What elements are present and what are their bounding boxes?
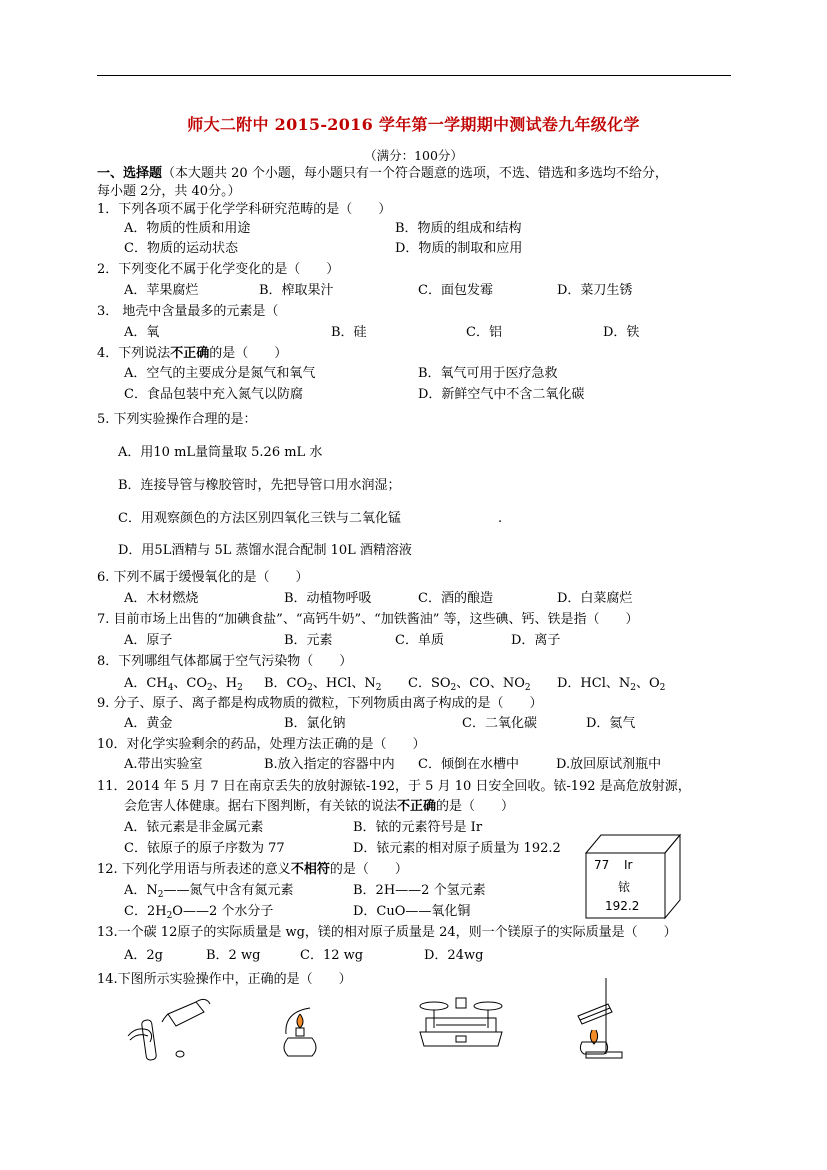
question-1-option-b: B．物质的组成和结构 bbox=[395, 221, 522, 236]
question-4-option-a: A．空气的主要成分是氮气和氧气 bbox=[124, 366, 316, 381]
question-7-stem: 7. 目前市场上出售的“加碘食盐”、“高钙牛奶”、“加铁酱油” 等，这些碘、钙、铁是指（ ） bbox=[97, 612, 639, 627]
question-13-option-c: C．12 wg bbox=[300, 948, 364, 963]
question-6-option-b: B．动植物呼吸 bbox=[284, 591, 372, 606]
question-3-option-d: D．铁 bbox=[603, 325, 640, 340]
question-2-option-d: D．菜刀生锈 bbox=[557, 283, 633, 298]
question-9-option-d: D．氦气 bbox=[586, 716, 636, 731]
exam-title: 师大二附中 2015-2016 学年第一学期期中测试卷九年级化学 bbox=[187, 115, 640, 134]
element-symbol: Ir bbox=[624, 858, 633, 872]
question-12-stem: 12. 下列化学用语与所表述的意义不相符的是（ ） bbox=[97, 862, 408, 877]
question-1-option-d: D．物质的制取和应用 bbox=[395, 241, 523, 256]
question-12-option-c: C．$2H_2O——2$ 个水分子 bbox=[124, 904, 274, 921]
question-3-option-b: B．硅 bbox=[331, 325, 367, 340]
question-5-option-d: D．用5L酒精与 5L 蒸馏水混合配制 10L 酒精溶液 bbox=[118, 543, 412, 558]
question-3-stem: 3． 地壳中含量最多的元素是（ bbox=[97, 304, 318, 319]
question-4-option-b: B．氧气可用于医疗急救 bbox=[418, 366, 558, 381]
question-7-option-a: A．原子 bbox=[124, 633, 173, 648]
question-7-option-b: B．元素 bbox=[284, 633, 333, 648]
section-intro-line2: 每小题 2分，共 40分。） bbox=[97, 184, 241, 199]
question-12-option-d: D．CuO——氧化铜 bbox=[353, 904, 471, 919]
section-heading: 一、选择题 bbox=[97, 166, 163, 181]
question-14-stem: 14.下图所示实验操作中，正确的是（ ） bbox=[97, 972, 352, 987]
question-4-option-d: D．新鲜空气中不含二氧化碳 bbox=[418, 387, 585, 402]
question-11-option-d: D．铱元素的相对原子质量为 192.2 bbox=[353, 841, 561, 856]
question-3-option-c: C．铝 bbox=[466, 325, 502, 340]
question-11-option-a: A．铱元素是非金属元素 bbox=[124, 820, 264, 835]
question-12-option-a: A．$N_2——$氮气中含有氮元素 bbox=[124, 883, 294, 900]
question-9-option-a: A．黄金 bbox=[124, 716, 173, 731]
question-2-option-b: B．榨取果汁 bbox=[259, 283, 334, 298]
question-8-option-a: A．$CH_4$、$CO_2$、$H_2$ bbox=[124, 676, 243, 693]
question-2-option-a: A．苹果腐烂 bbox=[124, 283, 199, 298]
question-7-option-d: D．离子 bbox=[511, 633, 561, 648]
question-5-option-c: C．用观察颜色的方法区别四氧化三铁与二氧化锰 bbox=[118, 511, 401, 526]
question-6-stem: 6. 下列不属于缓慢氧化的是（ ） bbox=[97, 570, 309, 585]
question-6-option-d: D．白菜腐烂 bbox=[557, 591, 633, 606]
iridium-element-card bbox=[582, 832, 682, 920]
question-6-option-a: A．木材燃烧 bbox=[124, 591, 199, 606]
question-13-option-b: B．2 wg bbox=[206, 948, 261, 963]
question-6-option-c: C．酒的酿造 bbox=[418, 591, 493, 606]
element-atomic-number: 77 bbox=[594, 858, 610, 872]
question-8-stem: 8．下列哪组气体都属于空气污染物（ ） bbox=[97, 654, 353, 669]
question-8-option-b: B．$CO_2$、HCl、$N_2$ bbox=[264, 676, 382, 693]
question-9-stem: 9. 分子、原子、离子都是构成物质的微粒，下列物质由离子构成的是（ ） bbox=[97, 696, 543, 711]
question-11-stem-line2: 会危害人体健康。据右下图判断，有关铱的说法不正确的是（ ） bbox=[124, 799, 515, 814]
question-5-option-b: B．连接导管与橡胶管时，先把导管口用水润湿； bbox=[118, 478, 401, 493]
question-3-option-a: A．氧 bbox=[124, 325, 160, 340]
question-13-option-d: D．24wg bbox=[424, 948, 484, 963]
question-10-option-b: B.放入指定的容器中内 bbox=[264, 757, 395, 772]
full-score: （满分：100分） bbox=[364, 148, 463, 163]
question-1-stem: 1．下列各项不属于化学学科研究范畴的是（ ） bbox=[97, 202, 392, 217]
balance-figure bbox=[416, 992, 506, 1054]
question-9-option-c: C．二氧化碳 bbox=[462, 716, 537, 731]
question-13-option-a: A．2g bbox=[124, 948, 163, 963]
question-5-option-a: A．用10 mL量筒量取 5.26 mL 水 bbox=[118, 445, 323, 460]
question-8-option-c: C．$SO_2$、CO、$NO_2$ bbox=[408, 676, 531, 693]
question-5-stray-mark: . bbox=[498, 511, 503, 526]
question-11-stem: 11．2014 年 5 月 7 日在南京丢失的放射源铱-192，于 5 月 10 日安全回收。铱-192 是高危放射源， bbox=[97, 779, 691, 794]
question-13-stem: 13.一个碳 12原子的实际质量是 wg，镁的相对原子质量是 24，则一个镁原子的实际质量是（ ） bbox=[97, 925, 677, 940]
question-10-option-c: C．倾倒在水槽中 bbox=[418, 757, 519, 772]
question-9-option-b: B．氯化钠 bbox=[284, 716, 346, 731]
question-4-option-c: C．食品包装中充入氮气以防腐 bbox=[124, 387, 303, 402]
question-10-option-d: D.放回原试剂瓶中 bbox=[556, 757, 662, 772]
element-name: 铱 bbox=[618, 880, 631, 894]
question-12-option-b: B．2H——2 个氢元素 bbox=[353, 883, 486, 898]
question-10-option-a: A.带出实验室 bbox=[124, 757, 203, 772]
question-1-option-c: C．物质的运动状态 bbox=[124, 241, 238, 256]
question-2-option-c: C．面包发霉 bbox=[418, 283, 493, 298]
question-5-stem: 5. 下列实验操作合理的是： bbox=[97, 412, 257, 427]
section-intro: 一、选择题（本大题共 20 个小题，每小题只有一个符合题意的选项，不选、错选和多选均不给分， bbox=[97, 166, 668, 181]
question-2-stem: 2．下列变化不属于化学变化的是（ ） bbox=[97, 262, 340, 277]
question-11-option-c: C．铱原子的原子序数为 77 bbox=[124, 841, 285, 856]
question-4-stem: 4．下列说法不正确的是（ ） bbox=[97, 346, 288, 361]
alcohol-lamp-figure bbox=[280, 1004, 322, 1060]
element-atomic-mass: 192.2 bbox=[605, 899, 640, 913]
question-7-option-c: C．单质 bbox=[395, 633, 444, 648]
question-11-option-b: B．铱的元素符号是 Ir bbox=[353, 820, 483, 835]
header-rule bbox=[97, 75, 731, 76]
pouring-liquid-figure bbox=[124, 996, 214, 1064]
question-1-option-a: A．物质的性质和用途 bbox=[124, 221, 251, 236]
question-8-option-d: D．HCl、$N_2$、$O_2$ bbox=[557, 676, 666, 693]
heating-test-tube-figure bbox=[566, 974, 626, 1060]
question-10-stem: 10．对化学实验剩余的药品，处理方法正确的是（ ） bbox=[97, 737, 426, 752]
